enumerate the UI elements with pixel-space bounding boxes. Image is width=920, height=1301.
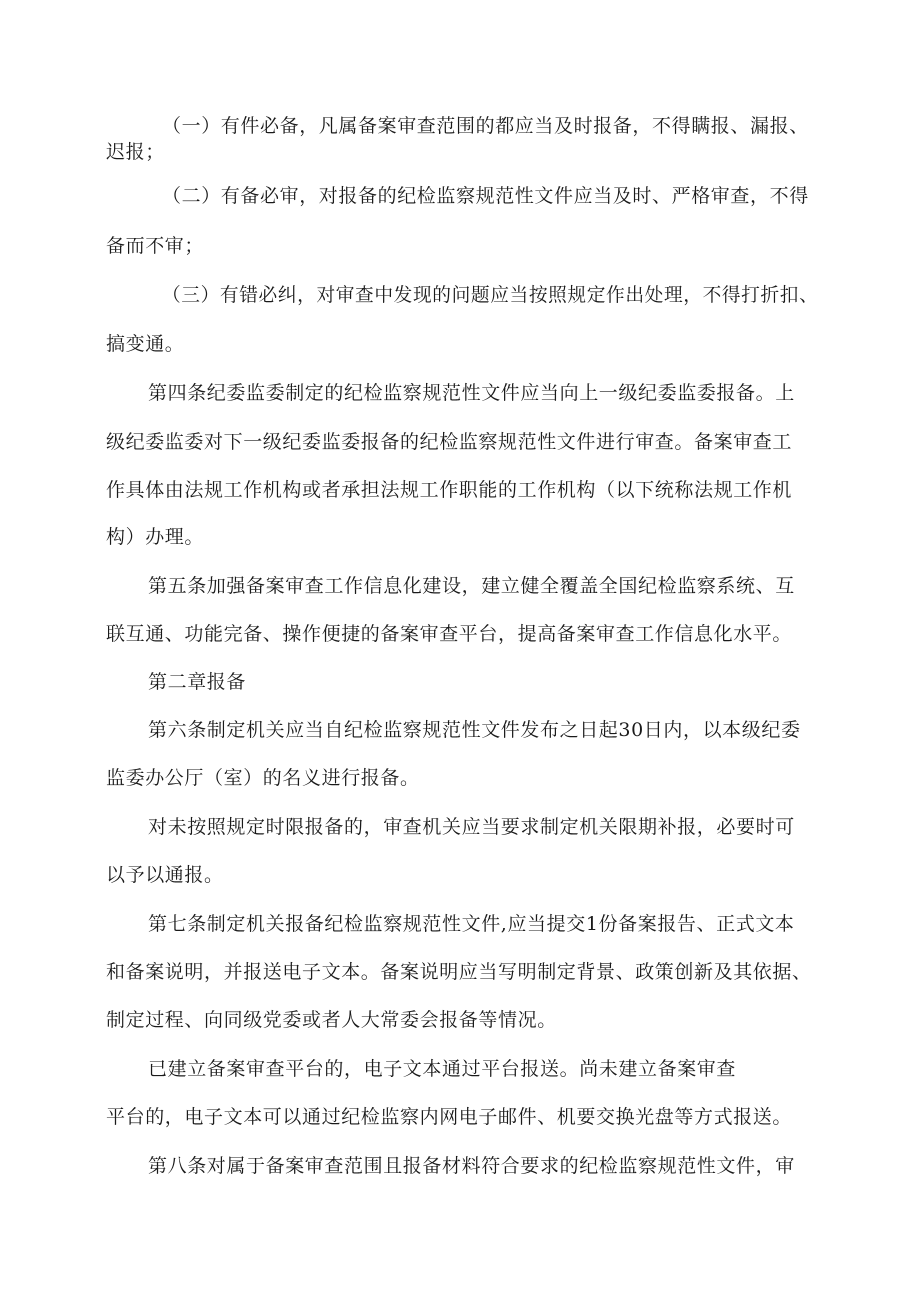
text-line: 作具体由法规工作机构或者承担法规工作职能的工作机构（以下统称法规工作机 bbox=[106, 479, 793, 501]
text-line: 以予以通报。 bbox=[106, 864, 224, 886]
chapter-heading: 第二章报备 bbox=[148, 671, 247, 693]
text-line: 和备案说明，并报送电子文本。备案说明应当写明制定背景、政策创新及其依据、 bbox=[106, 961, 812, 983]
text-line: 制定过程、向同级党委或者人大常委会报备等情况。 bbox=[106, 1009, 557, 1031]
text-line: 监委办公厅（室）的名义进行报备。 bbox=[106, 767, 420, 789]
text-line: 第六条制定机关应当自纪检监察规范性文件发布之日起30日内，以本级纪委 bbox=[148, 719, 801, 741]
text-line: 联互通、功能完备、操作便捷的备案审查平台，提高备案审查工作信息化水平。 bbox=[106, 623, 793, 645]
text-line: 备而不审； bbox=[106, 235, 205, 257]
text-line: 对未按照规定时限报备的，审查机关应当要求制定机关限期补报，必要时可 bbox=[148, 816, 795, 838]
text-line: （二）有备必审，对报备的纪检监察规范性文件应当及时、严格审查，不得 bbox=[162, 185, 809, 207]
text-line: 级纪委监委对下一级纪委监委报备的纪检监察规范性文件进行审查。备案审查工 bbox=[106, 431, 793, 453]
text-line: 第五条加强备案审查工作信息化建设，建立健全覆盖全国纪检监察系统、互 bbox=[148, 575, 795, 597]
text-line: 构）办理。 bbox=[106, 526, 205, 548]
text-line: 第四条纪委监委制定的纪检监察规范性文件应当向上一级纪委监委报备。上 bbox=[148, 382, 795, 404]
text-line: 第八条对属于备案审查范围且报备材料符合要求的纪检监察规范性文件，审 bbox=[148, 1155, 795, 1177]
text-line: 迟报； bbox=[106, 141, 165, 163]
text-line: （一）有件必备，凡属备案审查范围的都应当及时报备，不得瞒报、漏报、 bbox=[162, 115, 809, 137]
text-line: 搞变通。 bbox=[106, 333, 185, 355]
text-line: （三）有错必纠，对审查中发现的问题应当按照规定作出处理，不得打折扣、 bbox=[162, 284, 819, 306]
text-line: 第七条制定机关报备纪检监察规范性文件,应当提交1份备案报告、正式文本 bbox=[148, 913, 795, 935]
text-line: 平台的，电子文本可以通过纪检监察内网电子邮件、机要交换光盘等方式报送。 bbox=[106, 1106, 793, 1128]
text-line: 已建立备案审查平台的，电子文本通过平台报送。尚未建立备案审查 bbox=[148, 1058, 737, 1080]
